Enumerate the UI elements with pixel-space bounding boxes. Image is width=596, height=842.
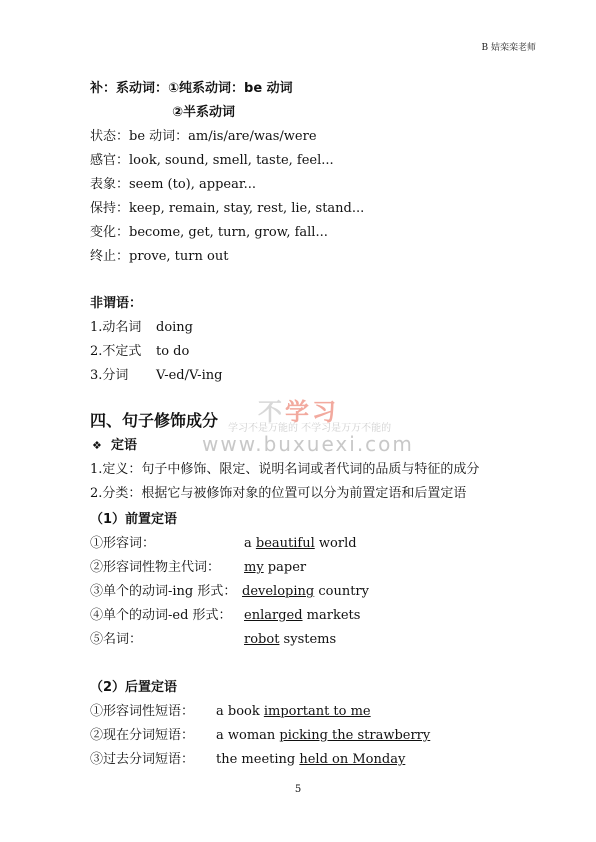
page-header-author: B 姞栾栾老师 <box>481 43 536 53</box>
post-attributive-row: ②现在分词短语： a woman picking the strawberry <box>90 728 431 743</box>
pre-attributive-row: ③单个的动词-ing 形式： developing country <box>90 584 369 599</box>
nonfinite-title: 非谓语： <box>90 296 143 311</box>
classification-text: 2.分类：根据它与被修饰对象的位置可以分为前置定语和后置定语 <box>90 486 467 501</box>
watermark-brand: 不学习 <box>258 398 339 426</box>
nonfinite-row: 3.分词 V-ed/V-ing <box>90 368 223 383</box>
attributive-heading: ❖ 定语 <box>92 438 137 453</box>
post-attributive-title: （2）后置定语 <box>90 680 178 695</box>
post-attributive-row: ①形容词性短语： a book important to me <box>90 704 371 719</box>
pre-attributive-title: （1）前置定语 <box>90 512 178 527</box>
nonfinite-row: 1.动名词 doing <box>90 320 194 335</box>
pre-attributive-row: ④单个的动词-ed 形式： enlarged markets <box>90 608 361 623</box>
page-number: 5 <box>294 784 302 795</box>
linking-row: 感官：look, sound, smell, taste, feel... <box>90 153 334 168</box>
linking-row: 表象：seem (to), appear... <box>90 177 257 192</box>
watermark-slogan: 学习不是万能的 不学习是万万不能的 <box>228 423 392 434</box>
pre-attributive-row: ②形容词性物主代词： my paper <box>90 560 307 575</box>
pre-attributive-row: ⑤名词： robot systems <box>90 632 337 647</box>
pre-attributive-row: ①形容词： a beautiful world <box>90 536 357 551</box>
pure-linking-verb: ①纯系动词：be 动词 <box>168 81 293 96</box>
linking-row: 保持：keep, remain, stay, rest, lie, stand... <box>90 201 365 216</box>
watermark-url: www.buxuexi.com <box>202 432 414 456</box>
linking-verb-line-1 <box>90 80 293 98</box>
linking-verb-prefix: 补：系动词： <box>90 81 169 96</box>
diamond-bullet-icon: ❖ <box>92 439 102 452</box>
post-attributive-row: ③过去分词短语： the meeting held on Monday <box>90 752 406 767</box>
linking-row: 终止：prove, turn out <box>90 249 229 264</box>
section-title: 四、句子修饰成分 <box>90 411 219 430</box>
nonfinite-row: 2.不定式 to do <box>90 344 190 359</box>
linking-row: 状态：be 动词：am/is/are/was/were <box>90 129 317 144</box>
semi-linking-verb: ②半系动词 <box>172 105 236 120</box>
definition-text: 1.定义：句子中修饰、限定、说明名词或者代词的品质与特征的成分 <box>90 462 480 477</box>
linking-row: 变化：become, get, turn, grow, fall... <box>90 225 328 240</box>
